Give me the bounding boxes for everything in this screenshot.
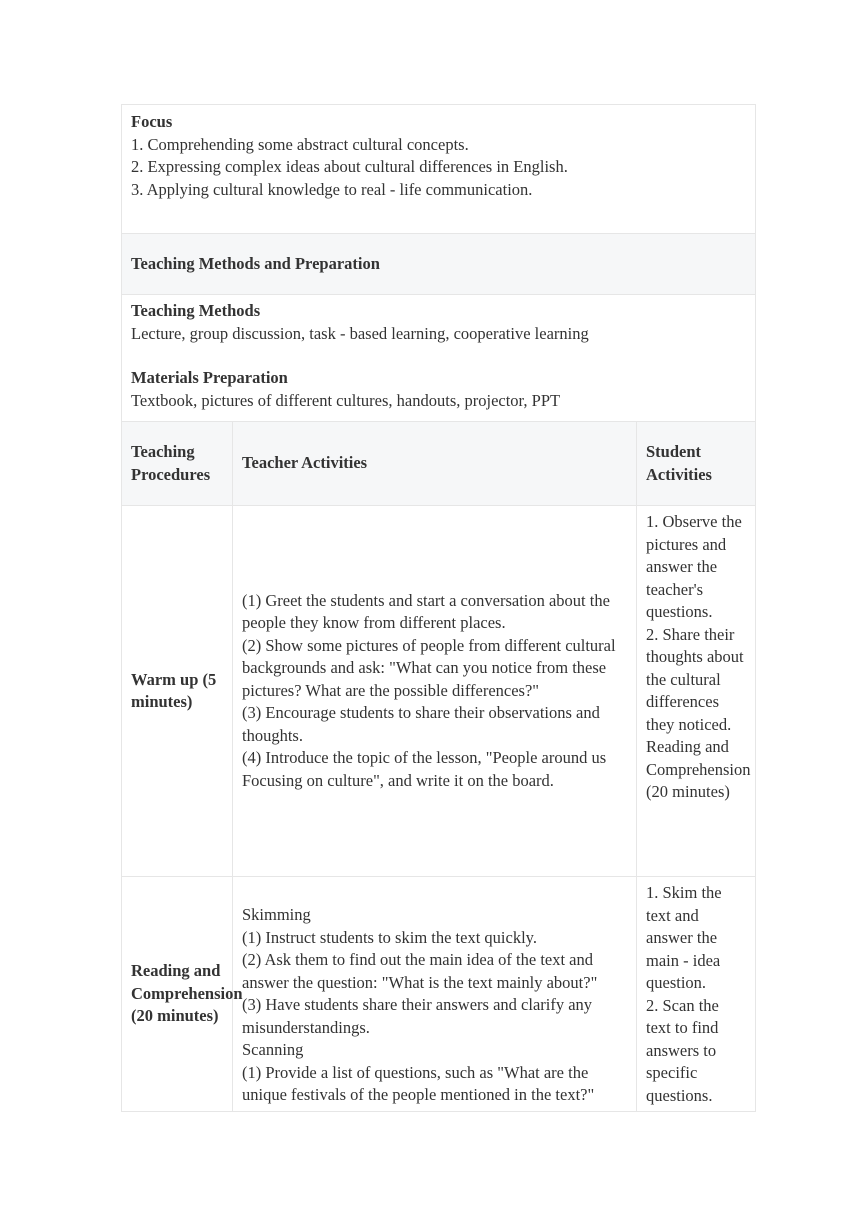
student-activity: 1. Observe the pictures and answer the teacher's questions. (646, 512, 742, 621)
teacher-activity: (1) Instruct students to skim the text quickly. (242, 927, 537, 947)
student-activity: 1. Skim the text and answer the main - idea question. (646, 883, 722, 992)
stage-label: Warm up (5 minutes) (122, 506, 233, 877)
focus-item: 2. Expressing complex ideas about cultural differences in English. (131, 157, 568, 176)
teacher-activity: (2) Show some pictures of people from different cultural backgrounds and ask: "What can you notice from these pictures? What are the possible differences?" (242, 635, 616, 700)
procedure-row-warmup (122, 506, 756, 877)
stage-label: Reading and Comprehension (20 minutes) (122, 877, 233, 1112)
methods-cell (122, 295, 756, 422)
materials-title: Materials Preparation (131, 368, 288, 387)
teacher-activity: (1) Greet the students and start a conversation about the people they know from different places. (242, 590, 610, 633)
student-activity: 2. Scan the text to find answers to specific questions. (646, 995, 719, 1105)
teacher-activity: (1) Provide a list of questions, such as "What are the unique festivals of the people mentioned in the text?" (242, 1062, 595, 1104)
procedures-header-row (122, 422, 756, 506)
focus-title: Focus (131, 112, 173, 131)
teacher-activity: (3) Have students share their answers and clarify any misunderstandings. (242, 995, 593, 1037)
teacher-activity: (4) Introduce the topic of the lesson, "People around us Focusing on culture", and write it on the board. (242, 748, 607, 790)
teacher-activity: (2) Ask them to find out the main idea of the text and answer the question: "What is the text mainly about?" (242, 950, 598, 992)
materials-text: Textbook, pictures of different cultures, handouts, projector, PPT (131, 390, 561, 410)
methods-title: Teaching Methods (131, 301, 261, 320)
focus-item: 3. Applying cultural knowledge to real - life communication. (131, 179, 533, 199)
methods-row (122, 295, 756, 422)
teacher-activities-cell (233, 877, 637, 1112)
header-student-activities: Student Activities (637, 422, 756, 506)
student-activities-cell (637, 877, 756, 1112)
teacher-activities-cell (233, 506, 637, 877)
lesson-plan-table (121, 104, 756, 1112)
teacher-activity: (3) Encourage students to share their observations and thoughts. (242, 703, 600, 745)
teacher-activity: Skimming (242, 905, 311, 924)
header-teaching-procedures: Teaching Procedures (122, 422, 233, 506)
student-activities-cell (637, 506, 756, 877)
focus-item: 1. Comprehending some abstract cultural concepts. (131, 134, 469, 154)
header-teacher-activities: Teacher Activities (233, 422, 637, 506)
focus-row (122, 105, 756, 234)
focus-cell (122, 105, 756, 234)
procedure-row-reading (122, 877, 756, 1112)
student-activity: 2. Share their thoughts about the cultural differences they noticed. Reading and Comprehension (20 minutes) (646, 624, 751, 801)
section-heading: Teaching Methods and Preparation (122, 234, 756, 295)
teacher-activity: Scanning (242, 1040, 304, 1059)
section-heading-row (122, 234, 756, 295)
methods-text: Lecture, group discussion, task - based learning, cooperative learning (131, 323, 589, 343)
